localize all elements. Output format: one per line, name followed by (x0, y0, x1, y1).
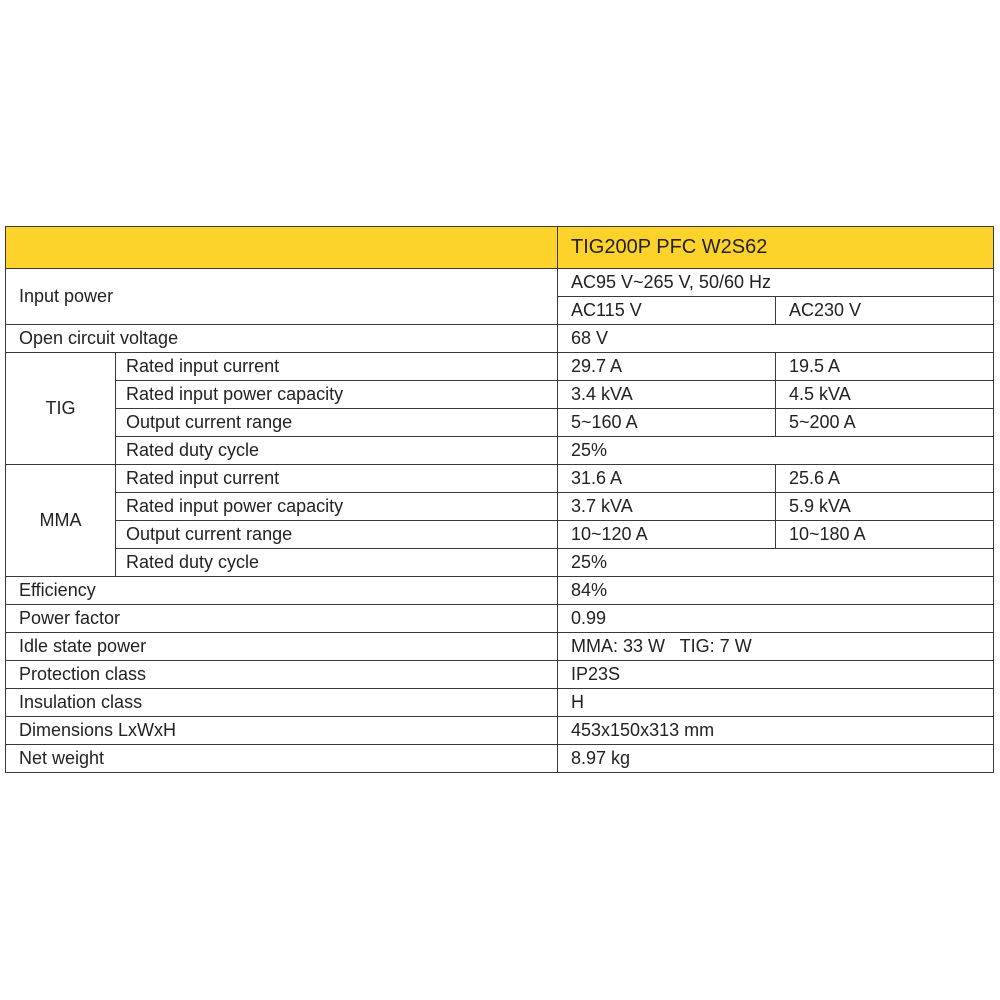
ocv-label: Open circuit voltage (6, 325, 558, 353)
table-row (6, 465, 994, 493)
value: 25.6 A (776, 465, 994, 493)
input-power-range: AC95 V~265 V, 50/60 Hz (558, 269, 994, 297)
tig-group-label: TIG (6, 353, 116, 465)
voltage-col-1: AC115 V (558, 297, 776, 325)
row-label: Rated input current (116, 465, 558, 493)
table-row (6, 381, 994, 409)
value: 10~120 A (558, 521, 776, 549)
input-power-label: Input power (6, 269, 558, 325)
value: 5~200 A (776, 409, 994, 437)
value: 10~180 A (776, 521, 994, 549)
table-row (6, 325, 994, 353)
row-label: Insulation class (6, 689, 558, 717)
value: 5~160 A (558, 409, 776, 437)
value: MMA: 33 W TIG: 7 W (558, 633, 994, 661)
row-label: Protection class (6, 661, 558, 689)
table-row (6, 633, 994, 661)
table-row (6, 521, 994, 549)
table-row (6, 689, 994, 717)
value: 8.97 kg (558, 745, 994, 773)
value: 5.9 kVA (776, 493, 994, 521)
table-row (6, 437, 994, 465)
table-row (6, 745, 994, 773)
header-row (6, 227, 994, 269)
value: 29.7 A (558, 353, 776, 381)
row-label: Output current range (116, 409, 558, 437)
value: H (558, 689, 994, 717)
row-label: Idle state power (6, 633, 558, 661)
ocv-value: 68 V (558, 325, 994, 353)
value: 3.7 kVA (558, 493, 776, 521)
table-row (6, 717, 994, 745)
spec-table (5, 226, 994, 773)
value: 25% (558, 549, 994, 577)
table-row (6, 353, 994, 381)
value: 0.99 (558, 605, 994, 633)
row-label: Rated duty cycle (116, 437, 558, 465)
row-label: Rated duty cycle (116, 549, 558, 577)
mma-group-label: MMA (6, 465, 116, 577)
row-label: Net weight (6, 745, 558, 773)
value: 4.5 kVA (776, 381, 994, 409)
row-label: Efficiency (6, 577, 558, 605)
header-empty-cell (6, 227, 558, 269)
row-label: Output current range (116, 521, 558, 549)
table-row (6, 549, 994, 577)
model-name: TIG200P PFC W2S62 (558, 227, 994, 269)
table-row (6, 605, 994, 633)
value: 84% (558, 577, 994, 605)
value: 31.6 A (558, 465, 776, 493)
row-label: Power factor (6, 605, 558, 633)
row-label: Rated input power capacity (116, 381, 558, 409)
table-row (6, 409, 994, 437)
row-label: Rated input current (116, 353, 558, 381)
table-row (6, 269, 994, 297)
table-row (6, 493, 994, 521)
value: 19.5 A (776, 353, 994, 381)
row-label: Dimensions LxWxH (6, 717, 558, 745)
value: IP23S (558, 661, 994, 689)
value: 453x150x313 mm (558, 717, 994, 745)
voltage-col-2: AC230 V (776, 297, 994, 325)
table-row (6, 577, 994, 605)
row-label: Rated input power capacity (116, 493, 558, 521)
value: 3.4 kVA (558, 381, 776, 409)
value: 25% (558, 437, 994, 465)
table-row (6, 661, 994, 689)
